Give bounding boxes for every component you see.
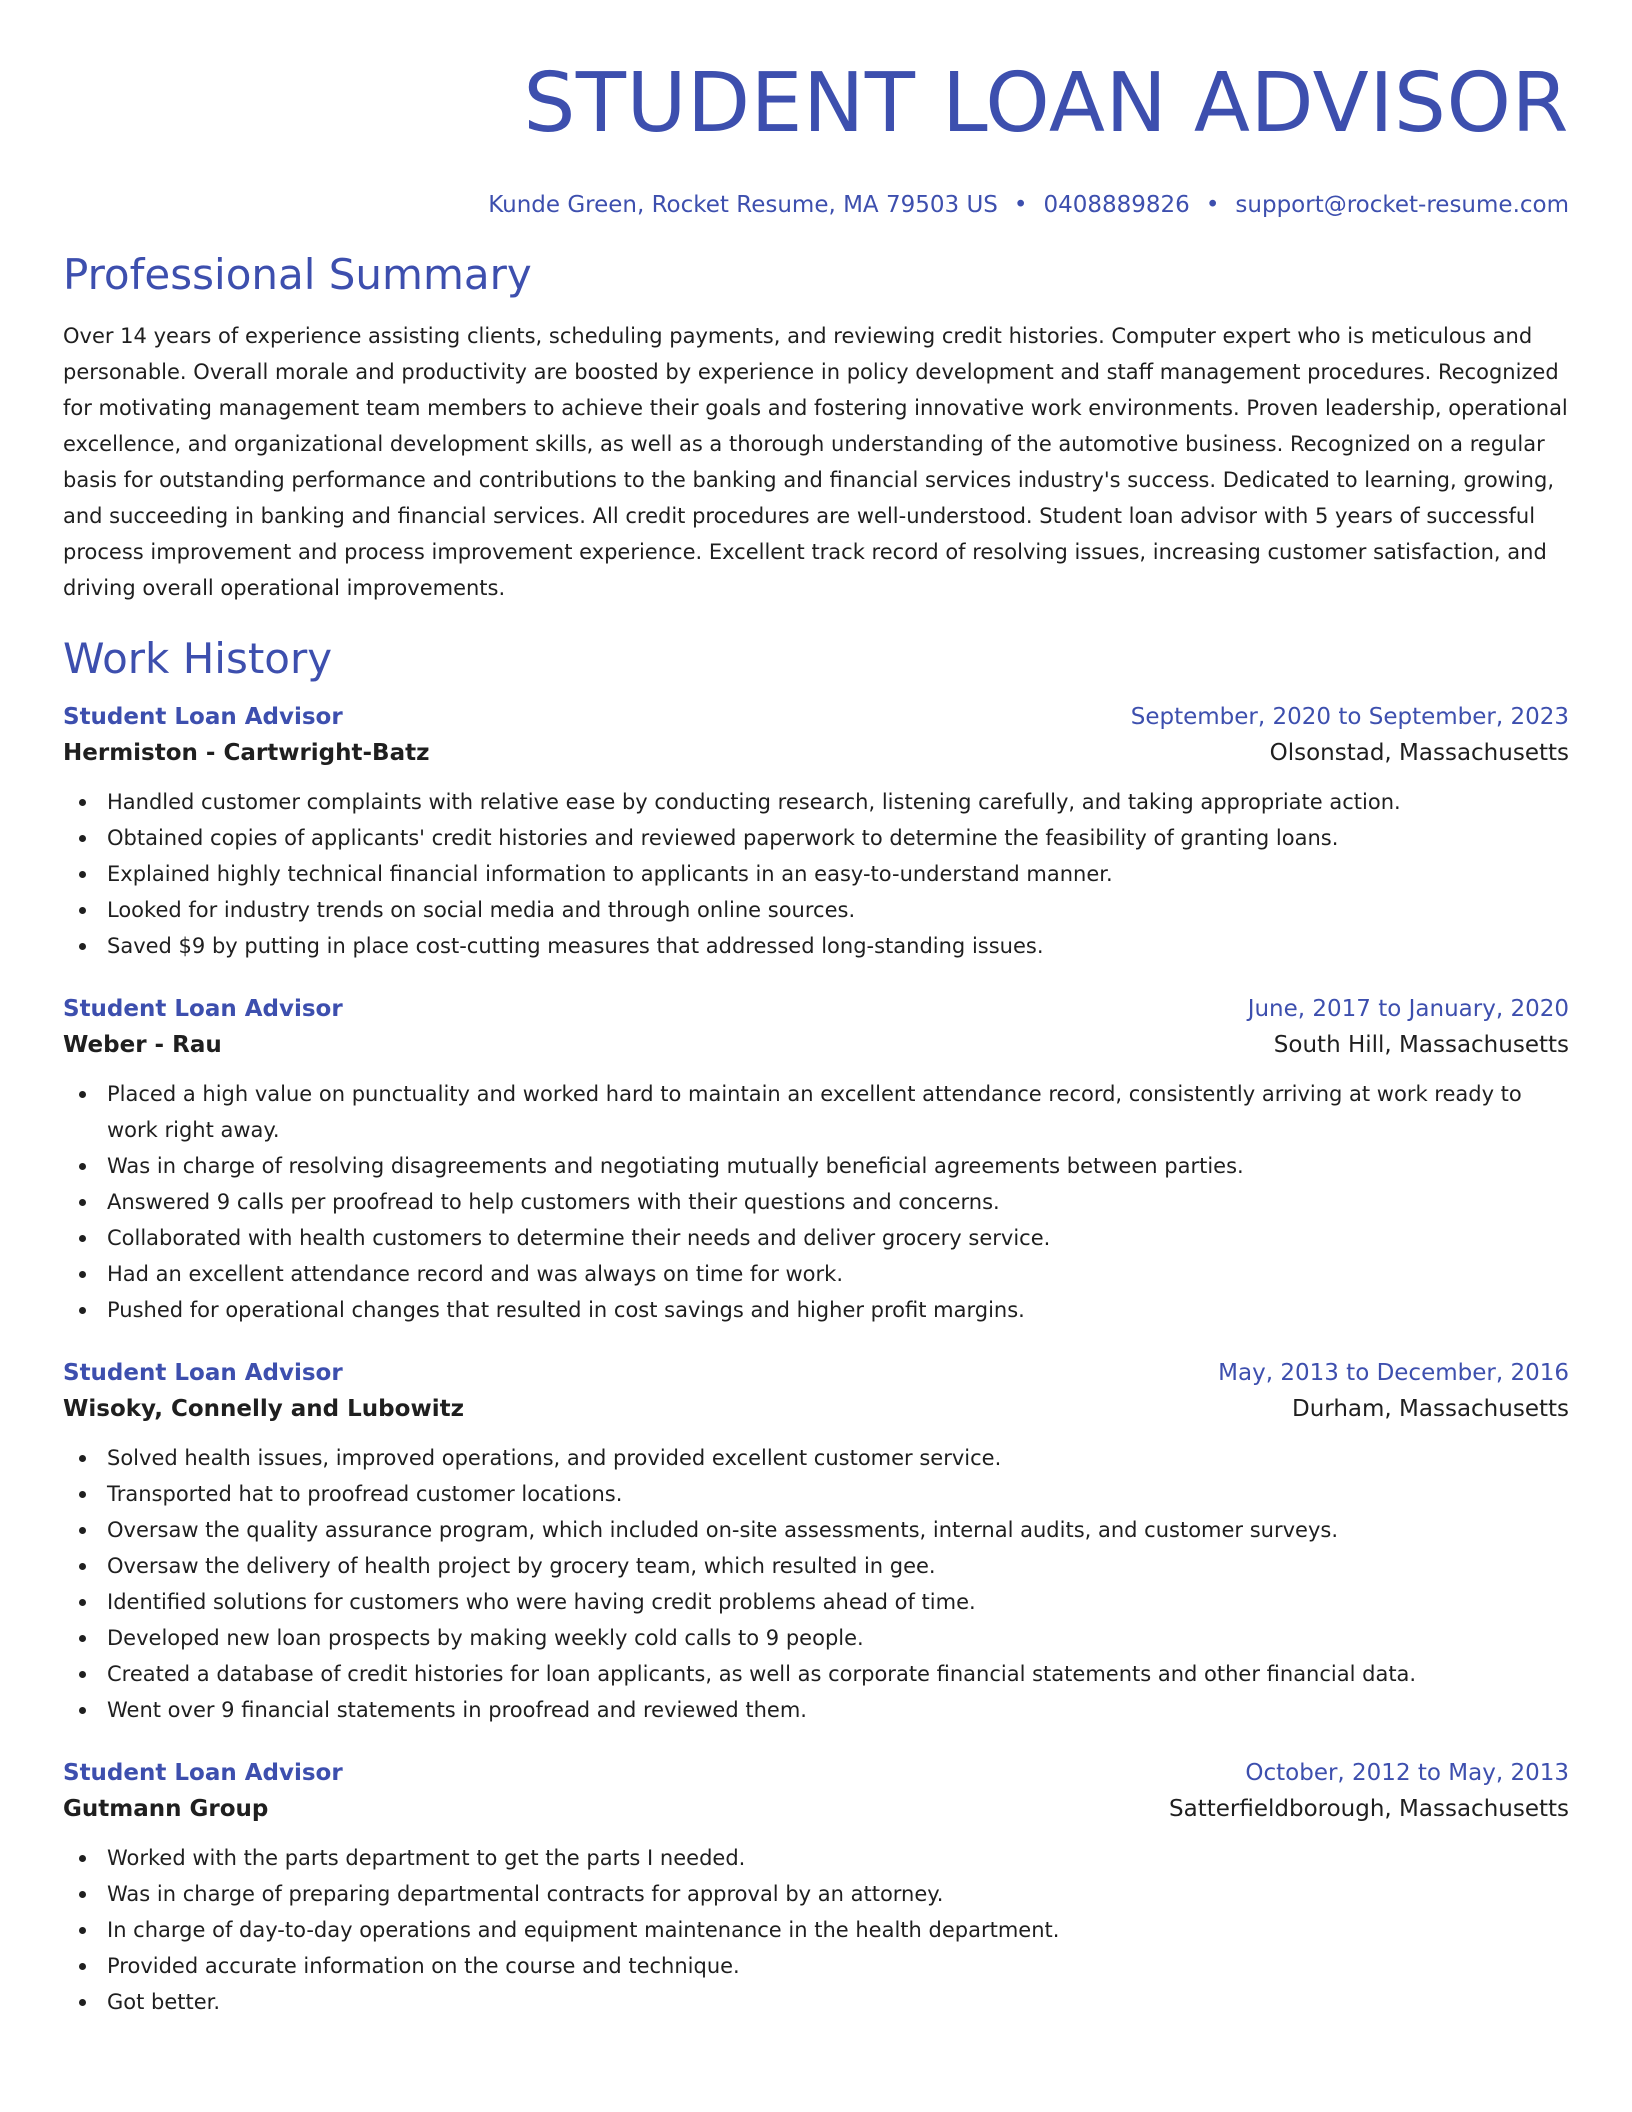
job-dates: May, 2013 to December, 2016 bbox=[1218, 1360, 1569, 1386]
work-history-heading: Work History bbox=[63, 634, 333, 683]
job-bullet: Went over 9 financial statements in proofread and reviewed them. bbox=[63, 1692, 1567, 1728]
job-company-row bbox=[63, 1026, 1569, 1064]
job-company-row bbox=[63, 734, 1569, 772]
job-bullet: Solved health issues, improved operations, and provided excellent customer service. bbox=[63, 1440, 1567, 1476]
job-location: South Hill, Massachusetts bbox=[1273, 1032, 1569, 1058]
job-bullet: Placed a high value on punctuality and worked hard to maintain an excellent attendance record, consistently arriving at work ready to work right away. bbox=[63, 1076, 1567, 1148]
contact-line bbox=[63, 190, 1569, 220]
job-title: Student Loan Advisor bbox=[63, 1760, 343, 1786]
job-title-row bbox=[63, 992, 1569, 1026]
job-company: Wisoky, Connelly and Lubowitz bbox=[63, 1396, 464, 1422]
job-bullet: Answered 9 calls per proofread to help customers with their questions and concerns. bbox=[63, 1184, 1567, 1220]
resume-name: STUDENT LOAN ADVISOR bbox=[523, 56, 1569, 151]
job-company: Hermiston - Cartwright-Batz bbox=[63, 740, 430, 766]
job-company-row bbox=[63, 1790, 1569, 1828]
contact-phone: 0408889826 bbox=[1043, 192, 1190, 218]
job-bullet: Explained highly technical financial information to applicants in an easy-to-understand manner. bbox=[63, 856, 1567, 892]
job-bullet: Was in charge of resolving disagreements and negotiating mutually beneficial agreements between parties. bbox=[63, 1148, 1567, 1184]
job-title-row bbox=[63, 700, 1569, 734]
job-entry bbox=[63, 1356, 1569, 1728]
job-bullet: Had an excellent attendance record and was always on time for work. bbox=[63, 1256, 1567, 1292]
job-location: Olsonstad, Massachusetts bbox=[1269, 740, 1569, 766]
summary-text: Over 14 years of experience assisting clients, scheduling payments, and reviewing credit histories. Computer expert who is meticulous and personable. Overall morale and productivity are boosted by experience in policy development and staff management procedures. Recognized for motivating management team members to achieve their goals and fostering innovative work environments. Proven leadership, operational excellence, and organizational development skills, as well as a thorough understanding of the automotive business. Recognized on a regular basis for outstanding performance and contributions to the banking and financial services industry's success. Dedicated to learning, growing, and succeeding in banking and financial services. All credit procedures are well-understood. Student loan advisor with 5 years of successful process improvement and process improvement experience. Excellent track record of resolving issues, increasing customer satisfaction, and driving overall operational improvements. bbox=[63, 324, 1568, 600]
job-dates: September, 2020 to September, 2023 bbox=[1130, 704, 1569, 730]
job-bullet: Developed new loan prospects by making weekly cold calls to 9 people. bbox=[63, 1620, 1567, 1656]
job-bullet: Oversaw the quality assurance program, which included on-site assessments, internal audits, and customer surveys. bbox=[63, 1512, 1567, 1548]
job-bullet: Looked for industry trends on social media and through online sources. bbox=[63, 892, 1567, 928]
job-bullet-list bbox=[63, 1076, 1569, 1328]
job-location: Satterfieldborough, Massachusetts bbox=[1169, 1796, 1569, 1822]
work-history-list bbox=[63, 700, 1569, 2020]
job-bullet: Handled customer complaints with relative ease by conducting research, listening carefully, and taking appropriate action. bbox=[63, 784, 1567, 820]
job-title: Student Loan Advisor bbox=[63, 704, 343, 730]
job-company: Weber - Rau bbox=[63, 1032, 222, 1058]
job-entry bbox=[63, 1756, 1569, 2020]
job-bullet: Identified solutions for customers who were having credit problems ahead of time. bbox=[63, 1584, 1567, 1620]
job-company: Gutmann Group bbox=[63, 1796, 269, 1822]
job-location: Durham, Massachusetts bbox=[1292, 1396, 1569, 1422]
job-bullet-list bbox=[63, 1440, 1569, 1728]
job-bullet-list bbox=[63, 1840, 1569, 2020]
job-bullet: Provided accurate information on the course and technique. bbox=[63, 1948, 1567, 1984]
job-bullet: Pushed for operational changes that resulted in cost savings and higher profit margins. bbox=[63, 1292, 1567, 1328]
job-bullet: In charge of day-to-day operations and equipment maintenance in the health department. bbox=[63, 1912, 1567, 1948]
job-bullet: Saved $9 by putting in place cost-cutting measures that addressed long-standing issues. bbox=[63, 928, 1567, 964]
job-dates: October, 2012 to May, 2013 bbox=[1245, 1760, 1569, 1786]
job-title-row bbox=[63, 1356, 1569, 1390]
contact-separator: • bbox=[1205, 192, 1220, 218]
contact-address: Kunde Green, Rocket Resume, MA 79503 US bbox=[488, 192, 998, 218]
job-title: Student Loan Advisor bbox=[63, 1360, 343, 1386]
job-bullet: Got better. bbox=[63, 1984, 1567, 2020]
contact-separator: • bbox=[1013, 192, 1028, 218]
job-bullet: Was in charge of preparing departmental contracts for approval by an attorney. bbox=[63, 1876, 1567, 1912]
job-bullet: Worked with the parts department to get the parts I needed. bbox=[63, 1840, 1567, 1876]
job-dates: June, 2017 to January, 2020 bbox=[1247, 996, 1569, 1022]
job-bullet: Obtained copies of applicants' credit histories and reviewed paperwork to determine the feasibility of granting loans. bbox=[63, 820, 1567, 856]
job-entry bbox=[63, 700, 1569, 964]
job-bullet: Transported hat to proofread customer locations. bbox=[63, 1476, 1567, 1512]
job-bullet: Created a database of credit histories for loan applicants, as well as corporate financial statements and other financial data. bbox=[63, 1656, 1567, 1692]
summary-heading: Professional Summary bbox=[63, 250, 532, 299]
job-bullet-list bbox=[63, 784, 1569, 964]
job-bullet: Oversaw the delivery of health project by grocery team, which resulted in gee. bbox=[63, 1548, 1567, 1584]
job-title: Student Loan Advisor bbox=[63, 996, 343, 1022]
job-entry bbox=[63, 992, 1569, 1328]
job-company-row bbox=[63, 1390, 1569, 1428]
job-title-row bbox=[63, 1756, 1569, 1790]
contact-email: support@rocket-resume.com bbox=[1235, 192, 1569, 218]
job-bullet: Collaborated with health customers to determine their needs and deliver grocery service. bbox=[63, 1220, 1567, 1256]
